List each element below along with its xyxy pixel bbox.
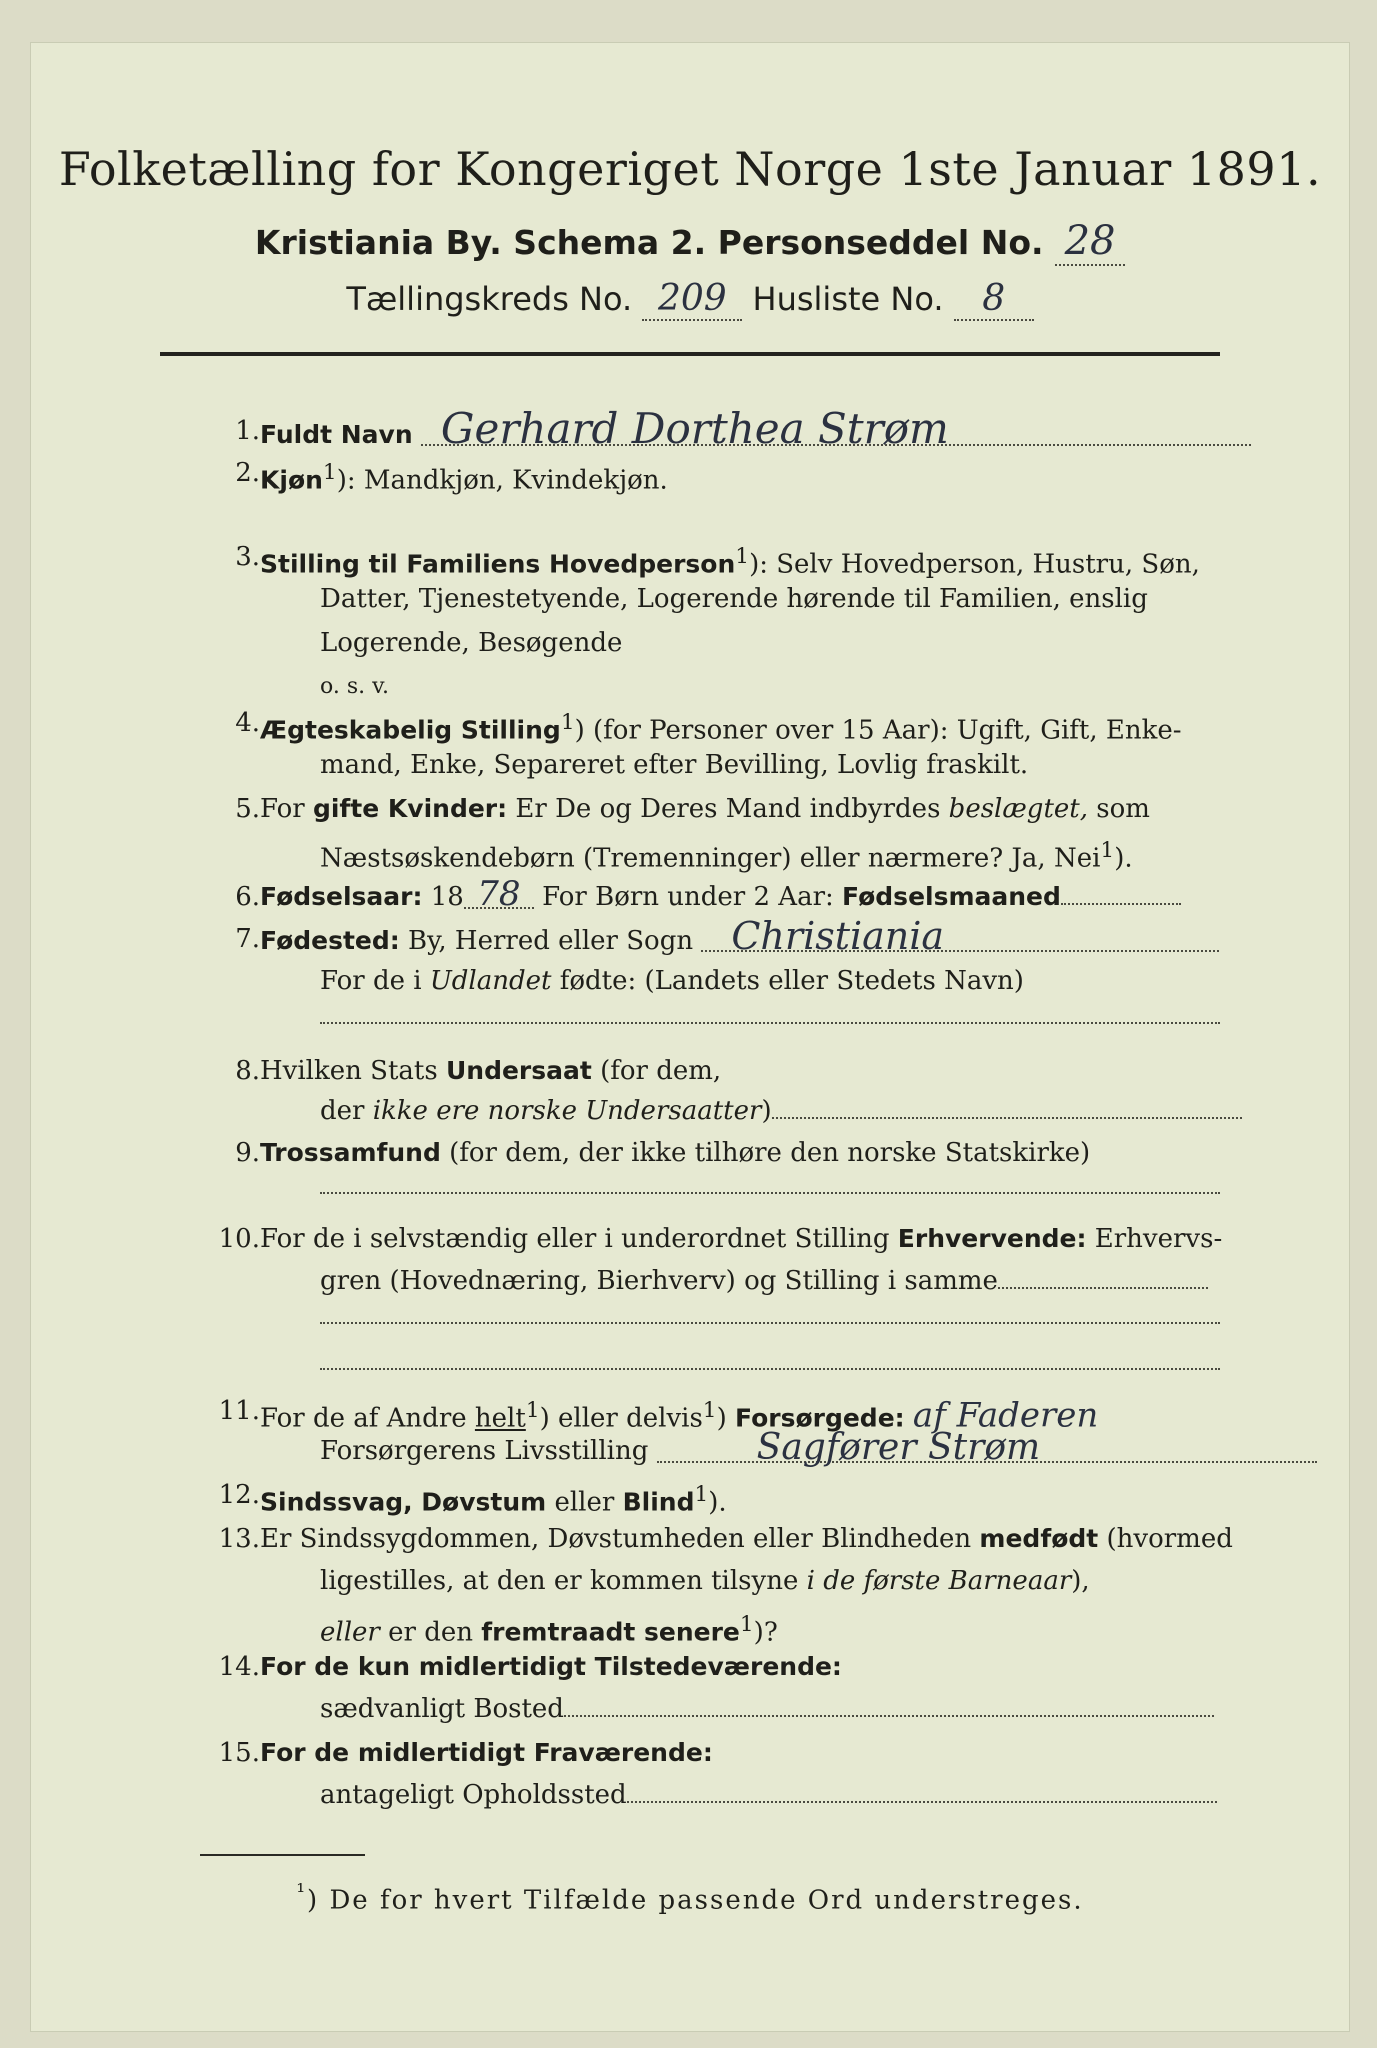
label-forsorgede: Forsørgede: <box>735 1403 905 1433</box>
text-post: som <box>1088 794 1150 824</box>
footnote <box>30 1880 1350 1916</box>
text-post: ) <box>761 1096 772 1126</box>
personseddel-number: 28 <box>1055 218 1125 266</box>
text-opholdssted: antageligt Opholdssted <box>320 1780 627 1810</box>
text-pre: Er Sindssygdommen, Døvstumheden eller Blindheden <box>260 1524 980 1554</box>
label-fravaerende: midlertidigt Fraværende: <box>357 1738 713 1767</box>
item-number: 8. <box>235 1056 260 1086</box>
census-form: Folketælling for Kongeriget Norge 1ste Januar 1891. Kristiania By. Schema 2. Personseddel No. 28 Tællingskreds No. 209 Husliste No. 8 1. Fuldt Navn Gerhard Dorthea Strøm 2. Kjøn$^1$): Mandkjøn, Kvindekjøn. 3. Stilling til Familiens Hovedperson$^1$): Selv Hovedperson, Hustru, Søn, Datter, Tjenestetyende, Logerende hørende til Familien, enslig Logerende, Besøgende o. s. v. 4. Ægteskabelig Stilling$^1$) (for Personer over 15 Aar): Ugift, Gift, Enke- mand, Enke, Separeret efter Bevilling, Lovlig fraskilt. 5. For gifte Kvinder: Er De og Deres Mand indbyrdes beslægtet, som Næstsøskendebørn (Tremenninger) eller nærmere? Ja, Nei$^1$). 6. Fødselsaar: 18 78 For Børn under 2 Aar: Fødselsmaaned 7. Fødested: By, Herred eller Sogn Christiania For de i Udlandet fødte: (Landets eller Stedets Navn) 8. Hvilken Stats Undersaat (for dem, der ikke ere norske Undersaatter) 9. Trossamfund (for dem, der ikke tilhøre den norske Statskirke) 10. For de i selvstændig eller i underordnet Stilling Erhvervende: Erhvervs- gren (Hovednæring, Bierhverv) og Stilling i samme 11. For de af Andre helt$^1$) eller delvis$^1$) Forsørgede: af Faderen Forsørgerens Livsstilling Sagfører Strøm 12. Sindssvag, Døvstum eller Blind$^1$). 13. Er Sindssygdommen, Døvstumheden eller Blindheden medfødt (hvormed ligestilles, at den er kommen tilsyne i de første Barneaar), eller er den fremtraadt senere$^1$)? 14. For de kun midlertidigt Tilstedeværende: sædvanligt Bosted 15. For de midlertidigt Fraværende: antageligt Opholdssted $^{^1}$) De for hvert Tilfælde passende Ord understreges. <box>30 42 1350 2032</box>
text-erhverv: Erhvervs- <box>1086 1224 1223 1254</box>
item-number: 13. <box>218 1524 260 1554</box>
form-title: Folketælling for Kongeriget Norge 1ste Januar 1891. <box>58 142 1322 196</box>
text-stilling-line4: o. s. v. <box>320 674 389 699</box>
text-stilling-line2: Datter, Tjenestetyende, Logerende hørende til Familien, enslig <box>320 584 1148 614</box>
text-kjon: ): Mandkjøn, Kvindekjøn. <box>336 465 668 496</box>
value-forsorgede: af Faderen <box>912 1395 1099 1436</box>
value-fodselsaar: 78 <box>464 881 534 909</box>
text-pre: For de i selvstændig eller i underordnet Stilling <box>260 1224 898 1254</box>
husliste-label: Husliste No. <box>752 280 944 318</box>
text-ikke-norske: ikke ere norske Undersaatter <box>372 1096 762 1126</box>
label-tilstedevaerende: midlertidigt Tilstedeværende: <box>418 1652 842 1681</box>
item-13: 13. Er Sindssygdommen, Døvstumheden eller Blindheden medfødt (hvormed ligestilles, at den er kommen tilsyne i de første Barneaar), eller er den fremtraadt senere$^1$)? <box>160 1522 1220 1652</box>
text-gifte: Er De og Deres Mand indbyrdes <box>507 794 949 824</box>
text-pre: For de <box>260 1738 358 1767</box>
text-aegteskabelig: ) (for Personer over 15 Aar): Ugift, Gift, Enke- <box>574 715 1182 746</box>
item-14 <box>160 1650 1220 1730</box>
husliste-number: 8 <box>954 278 1034 321</box>
label-fodselsaar: Fødselsaar: <box>260 882 423 911</box>
blank-line <box>320 1022 1220 1024</box>
text-livsstilling: Forsørgerens Livsstilling <box>320 1436 649 1466</box>
item-10 <box>160 1222 1223 1372</box>
text-stilling-line3: Logerende, Besøgende <box>320 628 623 658</box>
blank-line <box>320 1192 1220 1194</box>
text-pre: For de i <box>320 966 430 996</box>
label-kjon: Kjøn <box>260 465 323 495</box>
label-medfodt: medfødt <box>979 1524 1099 1553</box>
text-eller-ital: eller <box>320 1617 380 1648</box>
label-blind: Blind <box>622 1487 695 1517</box>
text-beslaegtet: beslægtet, <box>948 794 1088 824</box>
item-number: 10. <box>218 1224 260 1254</box>
text-udlandet: Udlandet <box>429 966 552 996</box>
footnote-mark: ¹ <box>296 1880 308 1905</box>
text-post: ). <box>708 1487 727 1518</box>
label-stilling: Stilling til Familiens Hovedperson <box>260 549 736 579</box>
text-erhverv-line2: gren (Hovednæring, Bierhverv) og Stilling i samme <box>320 1266 998 1296</box>
text-undersaat: (for dem, <box>591 1056 722 1086</box>
text-barneaar: i de første Barneaar <box>806 1566 1072 1596</box>
item-number: 1. <box>235 416 260 446</box>
item-number: 2. <box>235 458 260 488</box>
item-4: 4. Ægteskabelig Stilling$^1$) (for Personer over 15 Aar): Ugift, Gift, Enke- mand, Enke, Separeret efter Bevilling, Lovlig fraskilt. <box>160 706 1220 786</box>
footnote-rule <box>200 1854 365 1856</box>
value-livsstilling: Sagfører Strøm <box>657 1435 1317 1463</box>
text-bosted: sædvanligt Bosted <box>320 1694 564 1724</box>
item-number: 6. <box>235 882 260 912</box>
label-aegteskabelig: Ægteskabelig Stilling <box>260 715 561 745</box>
label-fuldt-navn: Fuldt Navn <box>260 420 413 449</box>
label-gifte-kvinder: gifte Kvinder: <box>312 794 508 823</box>
text-pre: er den <box>379 1617 482 1648</box>
item-number: 3. <box>235 542 260 572</box>
text-fodested: By, Herred eller Sogn <box>399 926 694 956</box>
text-delvis: ) eller delvis <box>539 1403 703 1434</box>
text-stilling: ): Selv Hovedperson, Hustru, Søn, <box>749 549 1200 580</box>
city-schema: Kristiania By. Schema 2. Personseddel No. <box>254 223 1044 262</box>
label-erhvervende: Erhvervende: <box>897 1224 1087 1253</box>
item-number: 15. <box>218 1738 260 1768</box>
text-pre: For <box>260 794 313 824</box>
text-trossamfund: (for dem, der ikke tilhøre den norske Statskirke) <box>440 1138 1091 1168</box>
blank-line <box>320 1368 1220 1370</box>
value-fuldt-navn: Gerhard Dorthea Strøm <box>421 414 1251 446</box>
label-trossamfund: Trossamfund <box>260 1138 441 1167</box>
item-number: 12. <box>218 1480 260 1510</box>
text-born: For Børn under 2 Aar: <box>542 882 843 912</box>
text-post: ), <box>1071 1566 1090 1596</box>
item-11: 11. For de af Andre helt$^1$) eller delvis$^1$) Forsørgede: af Faderen Forsørgerens Livsstilling Sagfører Strøm <box>160 1394 1220 1474</box>
label-undersaat: Undersaat <box>445 1056 592 1085</box>
footnote-text: ) De for hvert Tilfælde passende Ord understreges. <box>307 1885 1084 1916</box>
label-fodselsmaaned: Fødselsmaaned <box>842 882 1061 911</box>
item-9 <box>160 1136 1220 1216</box>
text-gifte-line2: Næstsøskendebørn (Tremenninger) eller nærmere? Ja, Nei <box>320 843 1101 874</box>
text-eller: eller <box>546 1487 623 1518</box>
item-15 <box>160 1736 1220 1816</box>
schema-line <box>30 218 1350 266</box>
text-pre: For de kun <box>260 1652 419 1681</box>
value-fodested: Christiania <box>701 922 1219 952</box>
text-post: )? <box>753 1617 778 1648</box>
text-pre: der <box>320 1096 373 1126</box>
item-number: 7. <box>235 924 260 954</box>
item-number: 9. <box>235 1138 260 1168</box>
text-post: (hvormed <box>1098 1524 1233 1554</box>
kreds-line <box>30 278 1350 321</box>
text-pre: Hvilken Stats <box>260 1056 446 1086</box>
year-prefix: 18 <box>430 882 464 912</box>
text-pre: For de af Andre <box>260 1403 475 1434</box>
kreds-label: Tællingskreds No. <box>346 280 633 318</box>
label-fremtraadt: fremtraadt senere <box>481 1617 740 1647</box>
text-helt: helt <box>474 1403 526 1434</box>
header-rule <box>160 352 1220 356</box>
text-post: fødte: (Landets eller Stedets Navn) <box>551 966 1024 996</box>
label-fodested: Fødested: <box>260 926 400 955</box>
item-number: 5. <box>235 794 260 824</box>
item-1 <box>160 404 1220 454</box>
item-3: 3. Stilling til Familiens Hovedperson$^1$): Selv Hovedperson, Hustru, Søn, Datter, Tjenestetyende, Logerende hørende til Familien, enslig Logerende, Besøgende o. s. v. <box>160 540 1220 700</box>
blank-line <box>320 1322 1220 1324</box>
item-number: 11. <box>218 1396 260 1426</box>
item-8 <box>160 1054 1220 1134</box>
item-5: 5. For gifte Kvinder: Er De og Deres Mand indbyrdes beslægtet, som Næstsøskendebørn (Tremenninger) eller nærmere? Ja, Nei$^1$). <box>160 792 1220 872</box>
text-aegteskabelig-line2: mand, Enke, Separeret efter Bevilling, Lovlig fraskilt. <box>320 750 1029 780</box>
item-number: 14. <box>218 1652 260 1682</box>
kreds-number: 209 <box>642 278 742 321</box>
item-7 <box>160 914 1220 1042</box>
item-number: 4. <box>235 708 260 738</box>
text-pre: ligestilles, at den er kommen tilsyne <box>320 1566 807 1596</box>
label-sindssvag: Sindssvag, Døvstum <box>260 1487 547 1517</box>
